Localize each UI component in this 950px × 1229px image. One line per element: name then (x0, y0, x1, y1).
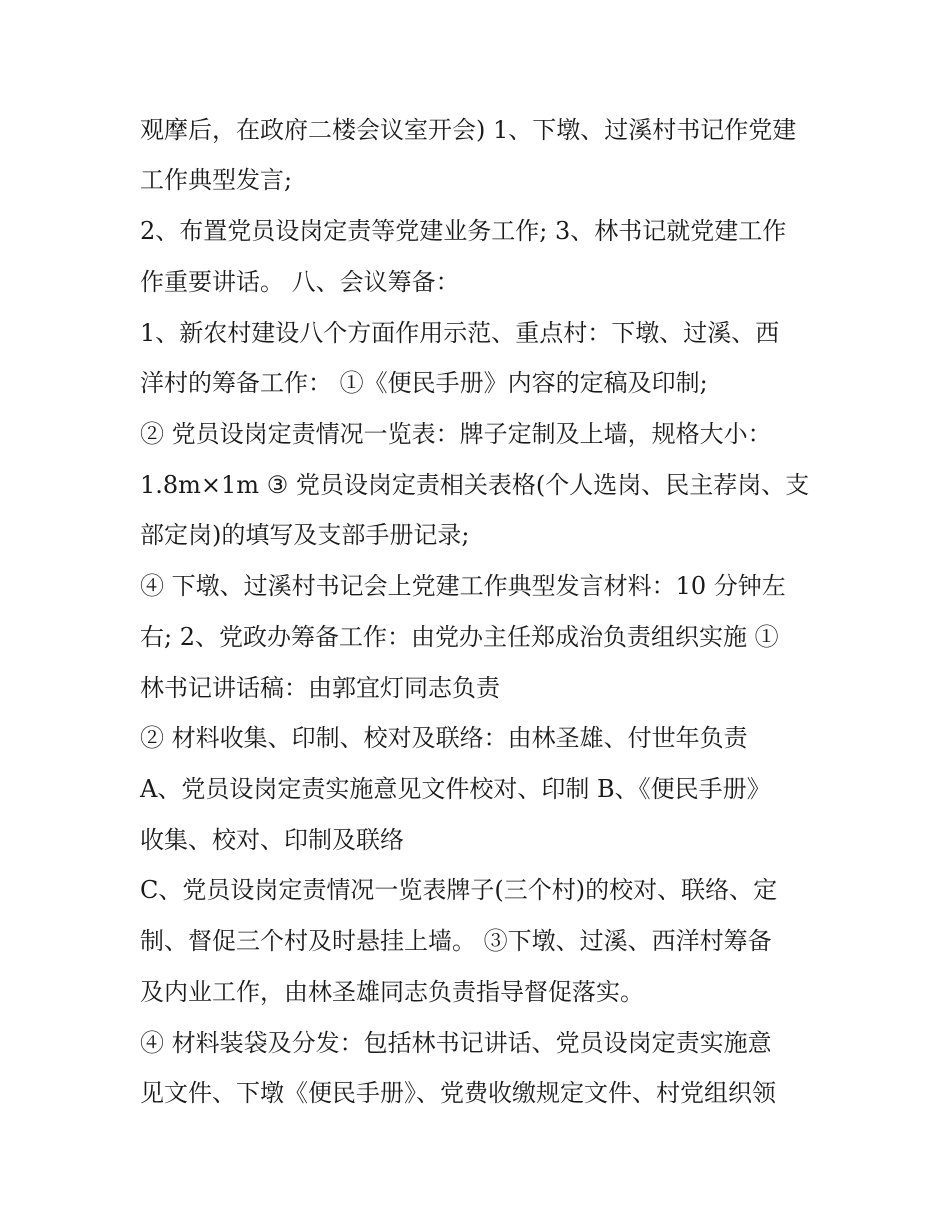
text-line: 部定岗)的填写及支部手册记录; (140, 521, 470, 549)
text-line: 工作典型发言; (140, 166, 293, 194)
text-line: 林书记讲话稿：由郭宜灯同志负责 (140, 674, 500, 702)
text-line: ② 材料收集、印制、校对及联络：由林圣雄、付世年负责 (140, 724, 748, 752)
text-line: ④ 材料装袋及分发：包括林书记讲话、党员设岗定责实施意 (140, 1029, 772, 1057)
text-line: 制、督促三个村及时悬挂上墙。 ③下墩、过溪、西洋村筹备 (140, 927, 772, 955)
text-line: 作重要讲话。 八、会议筹备： (140, 268, 460, 296)
text-line: 收集、校对、印制及联络 (140, 826, 404, 854)
text-line: ② 党员设岗定责情况一览表：牌子定制及上墙，规格大小： (140, 420, 772, 448)
text-line: 及内业工作，由林圣雄同志负责指导督促落实。 (140, 978, 644, 1006)
text-line: 观摩后，在政府二楼会议室开会) 1、下墩、过溪村书记作党建 (140, 116, 797, 144)
text-line: ④ 下墩、过溪村书记会上党建工作典型发言材料：10 分钟左 (140, 572, 786, 600)
text-line: C、党员设岗定责情况一览表牌子(三个村)的校对、联络、定 (140, 876, 778, 904)
text-line: 2、布置党员设岗定责等党建业务工作; 3、林书记就党建工作 (140, 217, 787, 245)
text-line: A、党员设岗定责实施意见文件校对、印制 B、《便民手册》 (140, 775, 771, 803)
text-line: 洋村的筹备工作： ①《便民手册》内容的定稿及印制; (140, 369, 708, 397)
text-line: 1、新农村建设八个方面作用示范、重点村：下墩、过溪、西 (140, 319, 780, 347)
text-line: 见文件、下墩《便民手册》、党费收缴规定文件、村党组织领 (140, 1079, 776, 1107)
text-line: 右; 2、党政办筹备工作：由党办主任郑成治负责组织实施 ① (140, 623, 779, 651)
text-line: 1.8m×1m ③ 党员设岗定责相关表格(个人选岗、民主荐岗、支 (140, 471, 810, 499)
